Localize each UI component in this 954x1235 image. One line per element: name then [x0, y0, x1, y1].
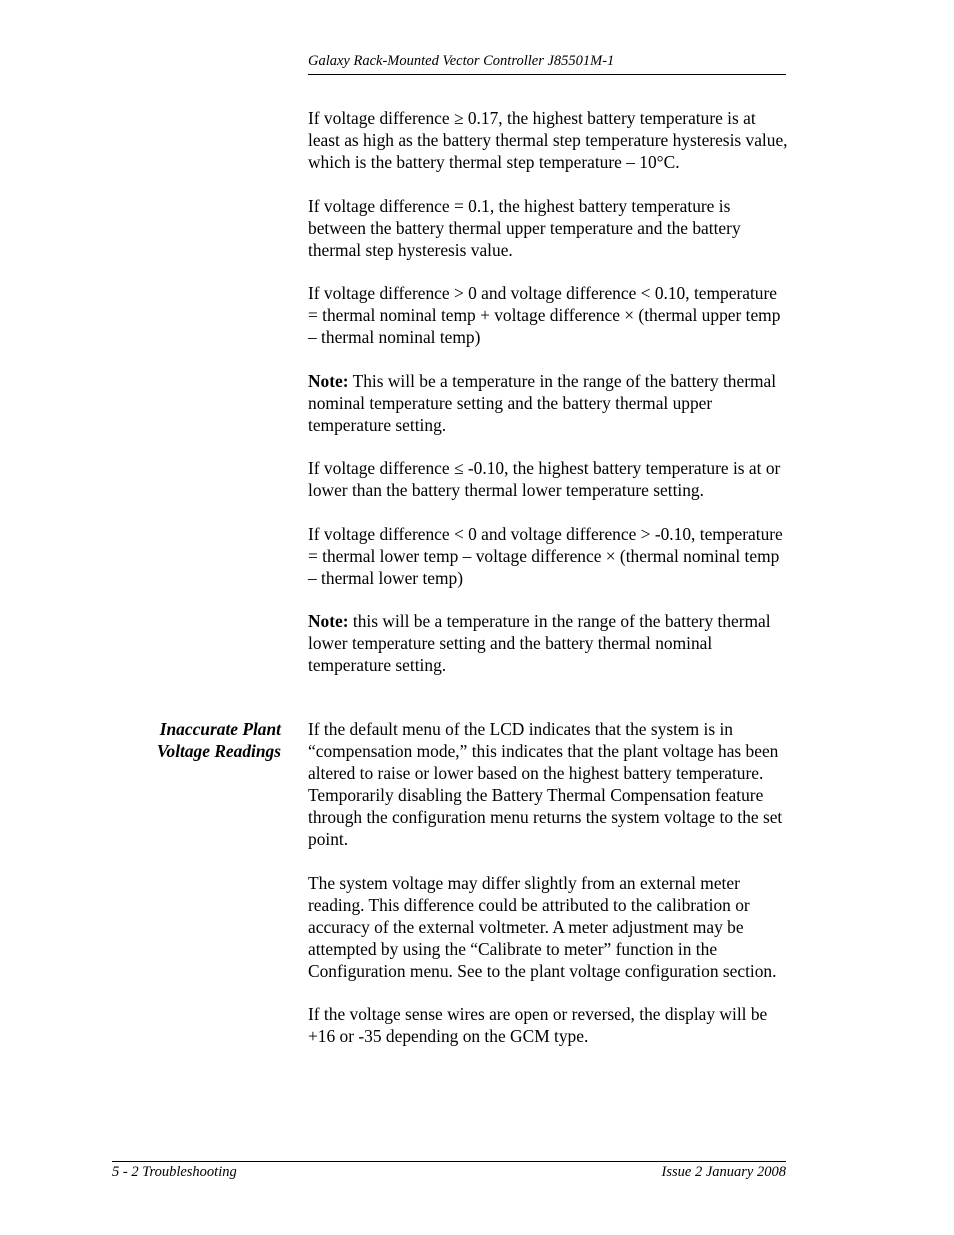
paragraph-voltage-negative-range: If voltage difference < 0 and voltage difference > -0.10, temperature = thermal lower temp – voltage difference × (thermal nominal temp – thermal lower temp): [308, 523, 783, 588]
page-footer: [112, 1161, 786, 1181]
section-heading-line-2: Voltage Readings: [156, 741, 281, 761]
section-paragraph-meter: The system voltage may differ slightly from an external meter reading. This difference could be attributed to the calibration or accuracy of the external voltmeter. A meter adjustment may be attempted by using the “Calibrate to meter” function in the Configuration menu. See to the plant voltage configuration section.: [308, 872, 777, 981]
section-body: [308, 718, 790, 1069]
paragraph-voltage-positive-range: If voltage difference > 0 and voltage difference < 0.10, temperature = thermal nominal temp + voltage difference × (thermal upper temp – thermal nominal temp): [308, 283, 781, 347]
page-header: [308, 52, 786, 75]
note-label: Note:: [308, 611, 349, 631]
section-heading-line-1: Inaccurate Plant: [159, 719, 281, 739]
note-text: This will be a temperature in the range of the battery thermal nominal temperature setting and the battery thermal upper temperature setting.: [308, 370, 777, 435]
section-heading: [100, 718, 281, 762]
section-paragraph-sense-wires: If the voltage sense wires are open or reversed, the display will be +16 or -35 depending on the GCM type.: [308, 1004, 768, 1046]
note-text: this will be a temperature in the range of the battery thermal lower temperature setting and the battery thermal nominal temperature setting.: [308, 611, 771, 675]
header-title: Galaxy Rack-Mounted Vector Controller J85501M-1: [308, 53, 615, 69]
note-paragraph-lower: [308, 610, 790, 676]
main-text: [308, 107, 790, 698]
note-paragraph-upper: [308, 370, 790, 436]
paragraph-voltage-high: If voltage difference ≥ 0.17, the highest battery temperature is at least as high as the battery thermal step temperature hysteresis value, which is the battery thermal step temperature – 10°C.: [308, 108, 788, 172]
footer-page-label: 5 - 2 Troubleshooting: [112, 1164, 237, 1180]
footer-issue-label: Issue 2 January 2008: [661, 1164, 786, 1180]
note-label: Note:: [308, 370, 349, 391]
paragraph-voltage-low: If voltage difference ≤ -0.10, the highest battery temperature is at or lower than the battery thermal lower temperature setting.: [308, 458, 781, 500]
section-paragraph-compensation: If the default menu of the LCD indicates that the system is in “compensation mode,” this indicates that the plant voltage has been altered to raise or lower based on the highest battery temperature. Temporarily disabling the Battery Thermal Compensation feature through the configuration menu returns the system voltage to the set point.: [308, 719, 783, 849]
paragraph-voltage-equal: If voltage difference = 0.1, the highest battery temperature is between the battery thermal upper temperature and the battery thermal step hysteresis value.: [308, 195, 741, 260]
